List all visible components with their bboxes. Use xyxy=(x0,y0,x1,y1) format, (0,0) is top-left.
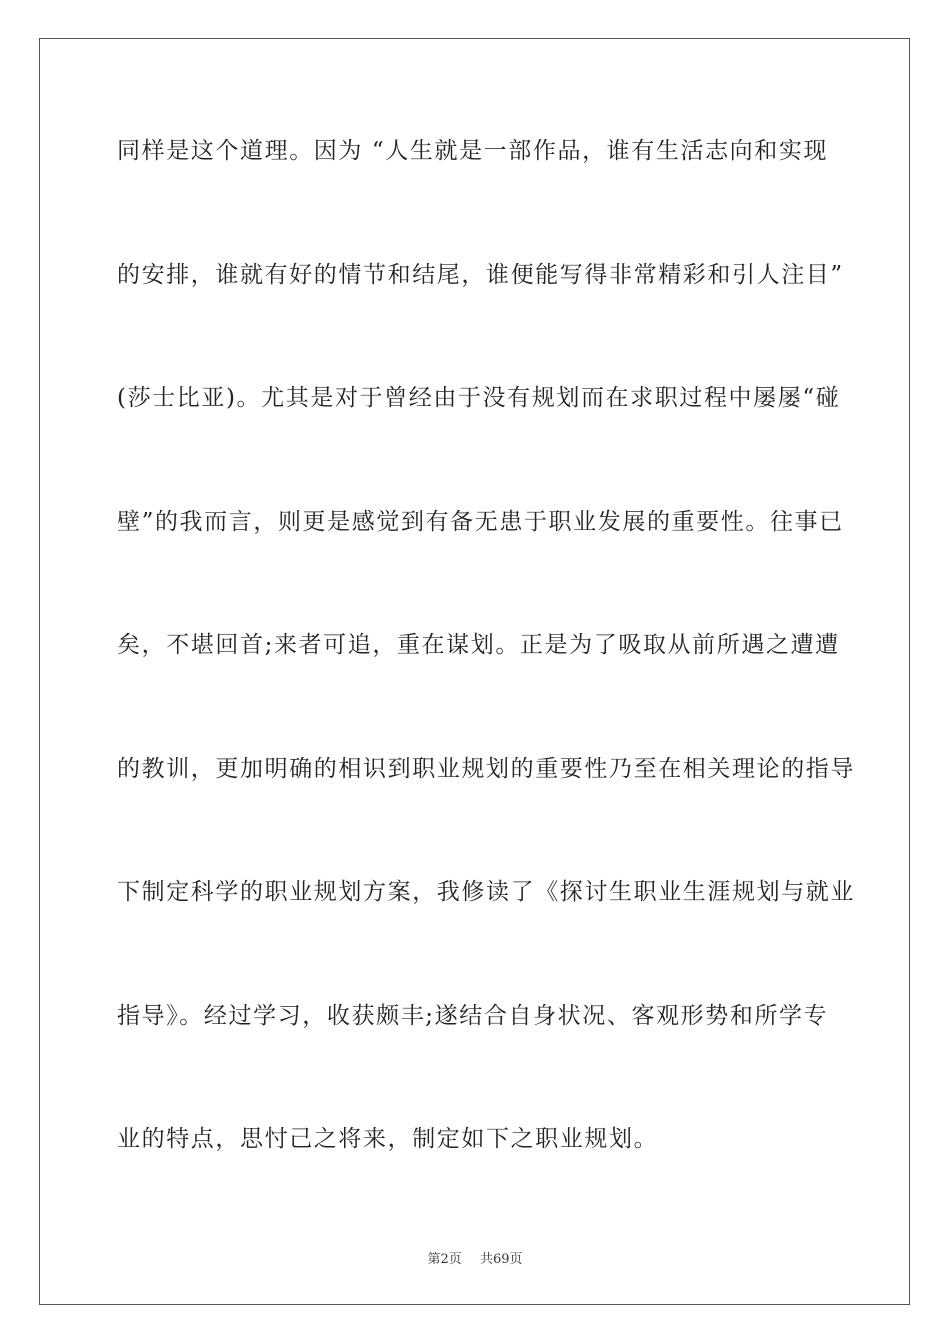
text-line: 业的特点，思忖己之将来，制定如下之职业规划。 xyxy=(117,1126,659,1152)
page-total: 共69页 xyxy=(479,1252,523,1267)
page-footer xyxy=(0,1248,950,1267)
text-line: 的教训，更加明确的相识到职业规划的重要性乃至在相关理论的指导 xyxy=(117,755,855,782)
text-line: (莎士比亚)。尤其是对于曾经由于没有规划而在求职过程中屡屡“碰 xyxy=(117,385,841,411)
text-line: 的安排，谁就有好的情节和结尾，谁便能写得非常精彩和引人注目” xyxy=(117,261,844,288)
text-line: 矣，不堪回首;来者可追，重在谋划。正是为了吸取从前所遇之遭遭 xyxy=(117,632,840,658)
text-line: 壁”的我而言，则更是感觉到有备无患于职业发展的重要性。往事已 xyxy=(117,508,844,535)
text-line: 指导》。经过学习，收获颇丰;遂结合自身状况、客观形势和所学专 xyxy=(117,1002,829,1029)
text-line: 同样是这个道理。因为 “人生就是一部作品，谁有生活志向和实现 xyxy=(117,138,829,164)
document-body xyxy=(117,127,855,1239)
page-number: 第2页 xyxy=(427,1252,462,1267)
text-line: 下制定科学的职业规划方案，我修读了《探讨生职业生涯规划与就业 xyxy=(117,879,855,905)
